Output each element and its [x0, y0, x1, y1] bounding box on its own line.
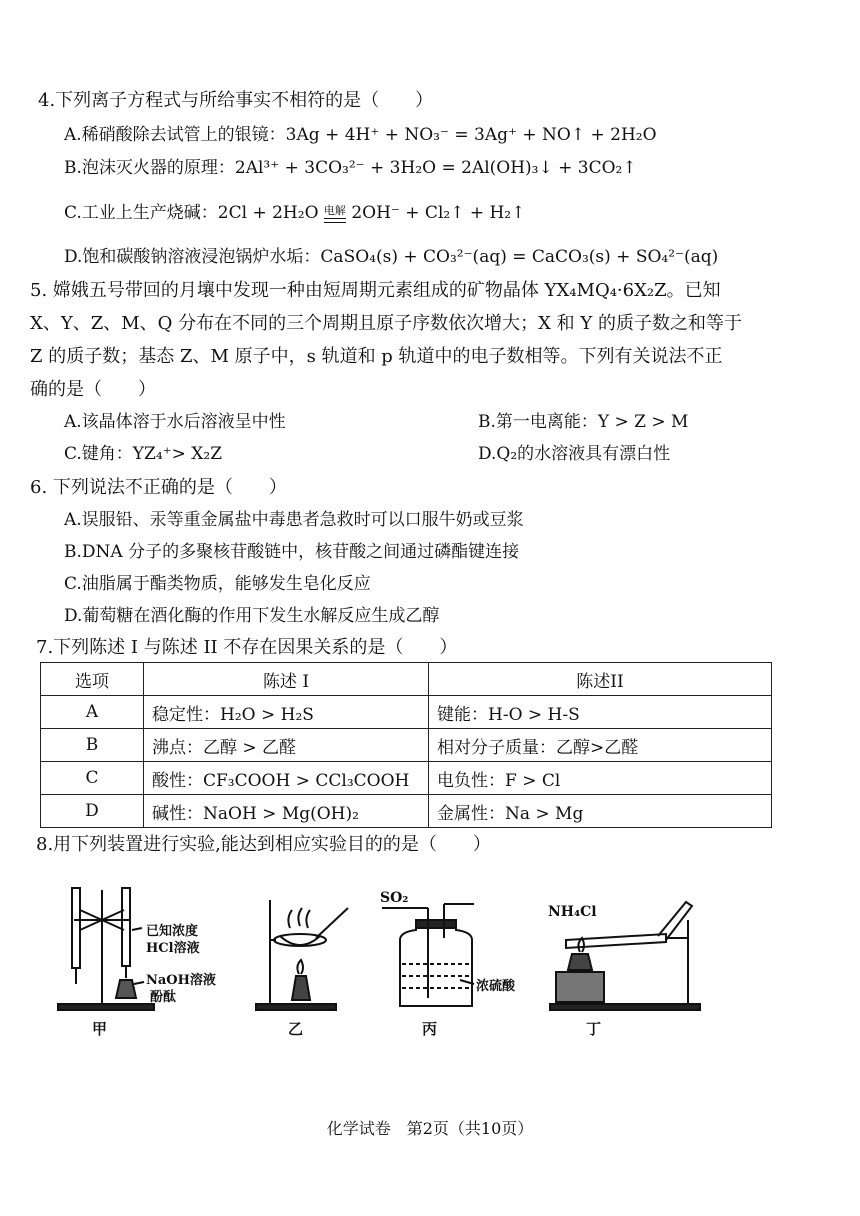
- q8-stem: 8.用下列装置进行实验,能达到相应实验目的的是（ ）: [36, 834, 491, 855]
- jia-label-1: 已知浓度: [146, 924, 199, 939]
- q4-option-c-products: 2OH⁻ + Cl₂↑ + H₂↑: [351, 203, 526, 223]
- q5-option-d: D.Q₂的水溶液具有漂白性: [478, 444, 671, 464]
- bing-gas-label: SO₂: [380, 890, 409, 906]
- electrolysis-label: 电解: [323, 203, 346, 217]
- yi-caption: 乙: [288, 1020, 304, 1038]
- bing-caption: 丙: [422, 1020, 438, 1038]
- heating-tube-setup-icon: [546, 880, 716, 1040]
- cell-statement-1: 酸性：CF₃COOH > CCl₃COOH: [144, 762, 429, 795]
- q5-stem-line4: 确的是（ ）: [30, 379, 156, 400]
- cell-statement-2: 键能：H-O > H-S: [429, 696, 772, 729]
- q4-stem: 4.下列离子方程式与所给事实不相符的是（ ）: [38, 90, 434, 111]
- cell-option: A: [41, 696, 144, 729]
- q4-option-a: A.稀硝酸除去试管上的银镜：3Ag + 4H⁺ + NO₃⁻ = 3Ag⁺ + NO↑ + 2H₂O: [64, 125, 657, 145]
- q6-option-c: C.油脂属于酯类物质，能够发生皂化反应: [64, 574, 371, 594]
- gas-washing-bottle-icon: [378, 880, 528, 1040]
- q4-option-b: B.泡沫灭火器的原理：2Al³⁺ + 3CO₃²⁻ + 3H₂O = 2Al(OH)₃↓ + 3CO₂↑: [64, 158, 637, 178]
- q5-stem-line1: 5. 嫦娥五号带回的月壤中发现一种由短周期元素组成的矿物晶体 YX₄MQ₄·6X₂Z。已知: [30, 280, 721, 301]
- titration-setup-icon: [50, 880, 230, 1040]
- q5-stem-line2: X、Y、Z、M、Q 分布在不同的三个周期且原子序数依次增大；X 和 Y 的质子数之和等于: [30, 313, 742, 334]
- q5-option-a: A.该晶体溶于水后溶液呈中性: [64, 412, 286, 432]
- cell-statement-2: 电负性：F > Cl: [429, 762, 772, 795]
- q5-stem-line3: Z 的质子数；基态 Z、M 原子中，s 轨道和 p 轨道中的电子数相等。下列有关说法不正: [30, 346, 723, 367]
- electrolysis-condition: [324, 205, 346, 223]
- table-row: [41, 729, 772, 762]
- cell-option: C: [41, 762, 144, 795]
- table-row: [41, 762, 772, 795]
- q4-option-c: [64, 202, 525, 224]
- header-statement-1: 陈述 I: [144, 663, 429, 696]
- apparatus-ding: [546, 880, 716, 1040]
- q7-stem: 7.下列陈述 I 与陈述 II 不存在因果关系的是（ ）: [36, 637, 458, 658]
- cell-statement-2: 金属性：Na > Mg: [429, 795, 772, 828]
- ding-caption: 丁: [586, 1020, 602, 1038]
- q6-option-a: A.误服铅、汞等重金属盐中毒患者急救时可以口服牛奶或豆浆: [64, 510, 524, 530]
- cell-statement-1: 沸点：乙醇 > 乙醛: [144, 729, 429, 762]
- cell-option: D: [41, 795, 144, 828]
- evaporation-setup-icon: [250, 880, 360, 1040]
- page-footer: 化学试卷 第2页（共10页）: [326, 1119, 534, 1138]
- q6-option-d: D.葡萄糖在酒化酶的作用下发生水解反应生成乙醇: [64, 606, 440, 626]
- header-statement-2: 陈述II: [429, 663, 772, 696]
- q4-option-d: D.饱和碳酸钠溶液浸泡锅炉水垢：CaSO₄(s) + CO₃²⁻(aq) = CaCO₃(s) + SO₄²⁻(aq): [64, 247, 719, 267]
- table-row: [41, 696, 772, 729]
- q7-table: [40, 662, 772, 828]
- table-row: [41, 795, 772, 828]
- cell-statement-1: 碱性：NaOH > Mg(OH)₂: [144, 795, 429, 828]
- jia-label-4: 酚酞: [150, 990, 177, 1005]
- cell-option: B: [41, 729, 144, 762]
- q6-option-b: B.DNA 分子的多聚核苷酸链中，核苷酸之间通过磷酯键连接: [64, 542, 520, 562]
- cell-statement-1: 稳定性：H₂O > H₂S: [144, 696, 429, 729]
- table-header-row: [41, 663, 772, 696]
- ding-reagent-label: NH₄Cl: [548, 904, 597, 920]
- q5-option-b: B.第一电离能：Y > Z > M: [478, 412, 689, 432]
- apparatus-jia: [50, 880, 230, 1040]
- jia-label-2: HCl溶液: [146, 941, 200, 956]
- header-option: 选项: [41, 663, 144, 696]
- apparatus-yi: [250, 880, 360, 1040]
- q4-option-c-reactants: C.工业上生产烧碱：2Cl + 2H₂O: [64, 203, 319, 223]
- q5-option-c: C.键角：YZ₄⁺> X₂Z: [64, 444, 223, 464]
- jia-caption: 甲: [92, 1020, 108, 1038]
- jia-label-3: NaOH溶液: [146, 973, 216, 988]
- cell-statement-2: 相对分子质量：乙醇>乙醛: [429, 729, 772, 762]
- apparatus-bing: [378, 880, 528, 1040]
- bing-liquid-label: 浓硫酸: [476, 979, 516, 994]
- q6-stem: 6. 下列说法不正确的是（ ）: [30, 477, 287, 498]
